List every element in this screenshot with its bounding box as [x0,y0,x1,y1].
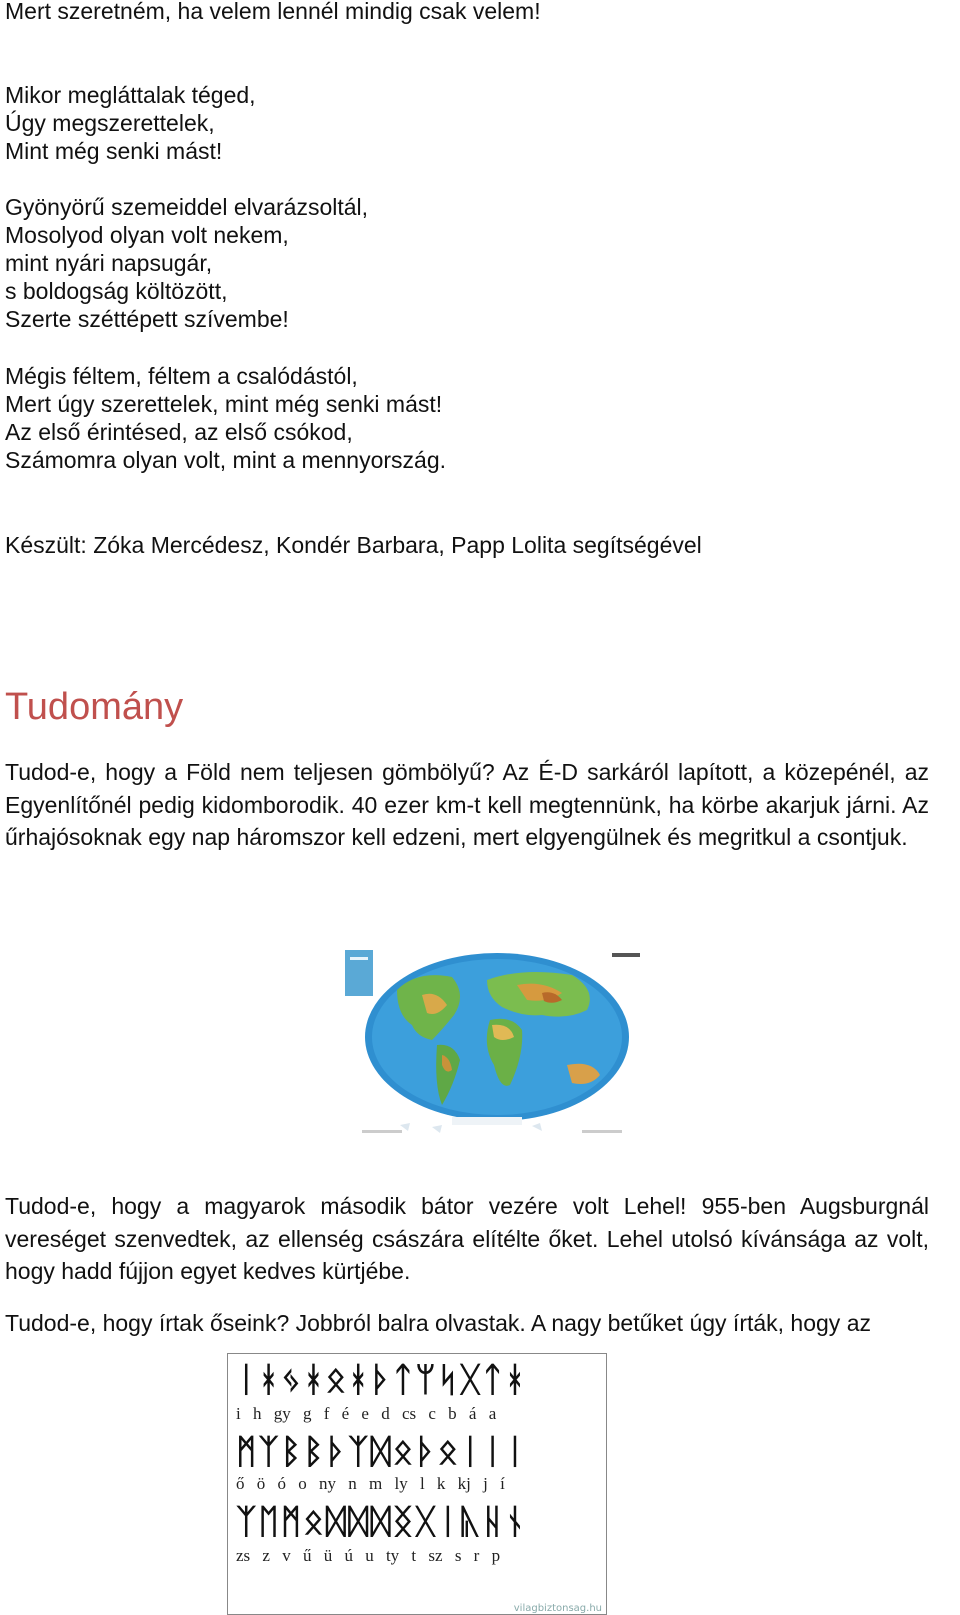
rune-alphabet-table [227,1353,607,1615]
poem-line: s boldogság költözött, [5,278,228,304]
rune-row-2: ᛗᛉᛒᛒᚦᛉᛞᛟᚦᛟᛁᛁᛁ [236,1432,528,1472]
poem-line: Szerte széttépett szívembe! [5,306,289,332]
rune-row-3: ᛉᛖᛗᛟᛞᛞᛞᛝᚷᛁᚣᚺᚾ [236,1502,528,1542]
watermark: vilagbiztonsag.hu [513,1603,602,1614]
rune-row-3-latin: zs z v ű ü ú u ty t sz s r p [236,1546,501,1565]
poem-line: Mint még senki mást! [5,138,223,164]
paragraph-runes: Tudod-e, hogy írtak őseink? Jobbról balra olvastak. A nagy betűket úgy írták, hogy az [5,1310,871,1336]
poem-line: Az első érintésed, az első csókod, [5,419,353,445]
paragraph-lehel: Tudod-e, hogy a magyarok második bátor vezére volt Lehel! 955-ben Augsburgnál vereséget szenvedtek, az ellenség császára elítélte őket. Lehel utolsó kívánsága az volt, hogy hadd fújjon egyet kedves kürtjébe. [5,1193,929,1284]
section-heading: Tudomány [5,686,184,728]
rune-row-2-latin: ő ö ó o ny n m ly l k kj j í [236,1474,505,1493]
poem-line: Mert úgy szerettelek, mint még senki mást! [5,391,443,417]
poem-line: Mégis féltem, féltem a csalódástól, [5,363,358,389]
poem-line: Mosolyod olyan volt nekem, [5,222,289,248]
rune-row-1: ᛁᚼᛃᚼᛟᚼᚦᛏᛘᛋᚷᛏᚼ [236,1360,528,1400]
poem-line: Mikor megláttalak téged, [5,82,256,108]
poem-line: Számomra olyan volt, mint a mennyország. [5,447,447,473]
world-map-image [342,945,642,1145]
paragraph-earth: Tudod-e, hogy a Föld nem teljesen gömbölyű? Az É-D sarkáról lapított, a közepénél, az Egyenlítőnél pedig kidomborodik. 40 ezer km-t kell megtennünk, ha körbe akarjuk járni. Az űrhajósoknak egy nap háromszor kell edzeni, mert elgyengülnek és megritkul a csontjuk. [5,759,929,850]
poem-line: Úgy megszerettelek, [5,110,215,136]
poem-line: mint nyári napsugár, [5,250,213,276]
credit-line: Készült: Zóka Mercédesz, Kondér Barbara, Papp Lolita segítségével [5,532,702,558]
poem-line: Mert szeretném, ha velem lennél mindig csak velem! [5,0,541,24]
poem-line: Gyönyörű szemeiddel elvarázsoltál, [5,194,369,220]
rune-row-1-latin: i h gy g f é e d cs c b á a [236,1404,497,1423]
